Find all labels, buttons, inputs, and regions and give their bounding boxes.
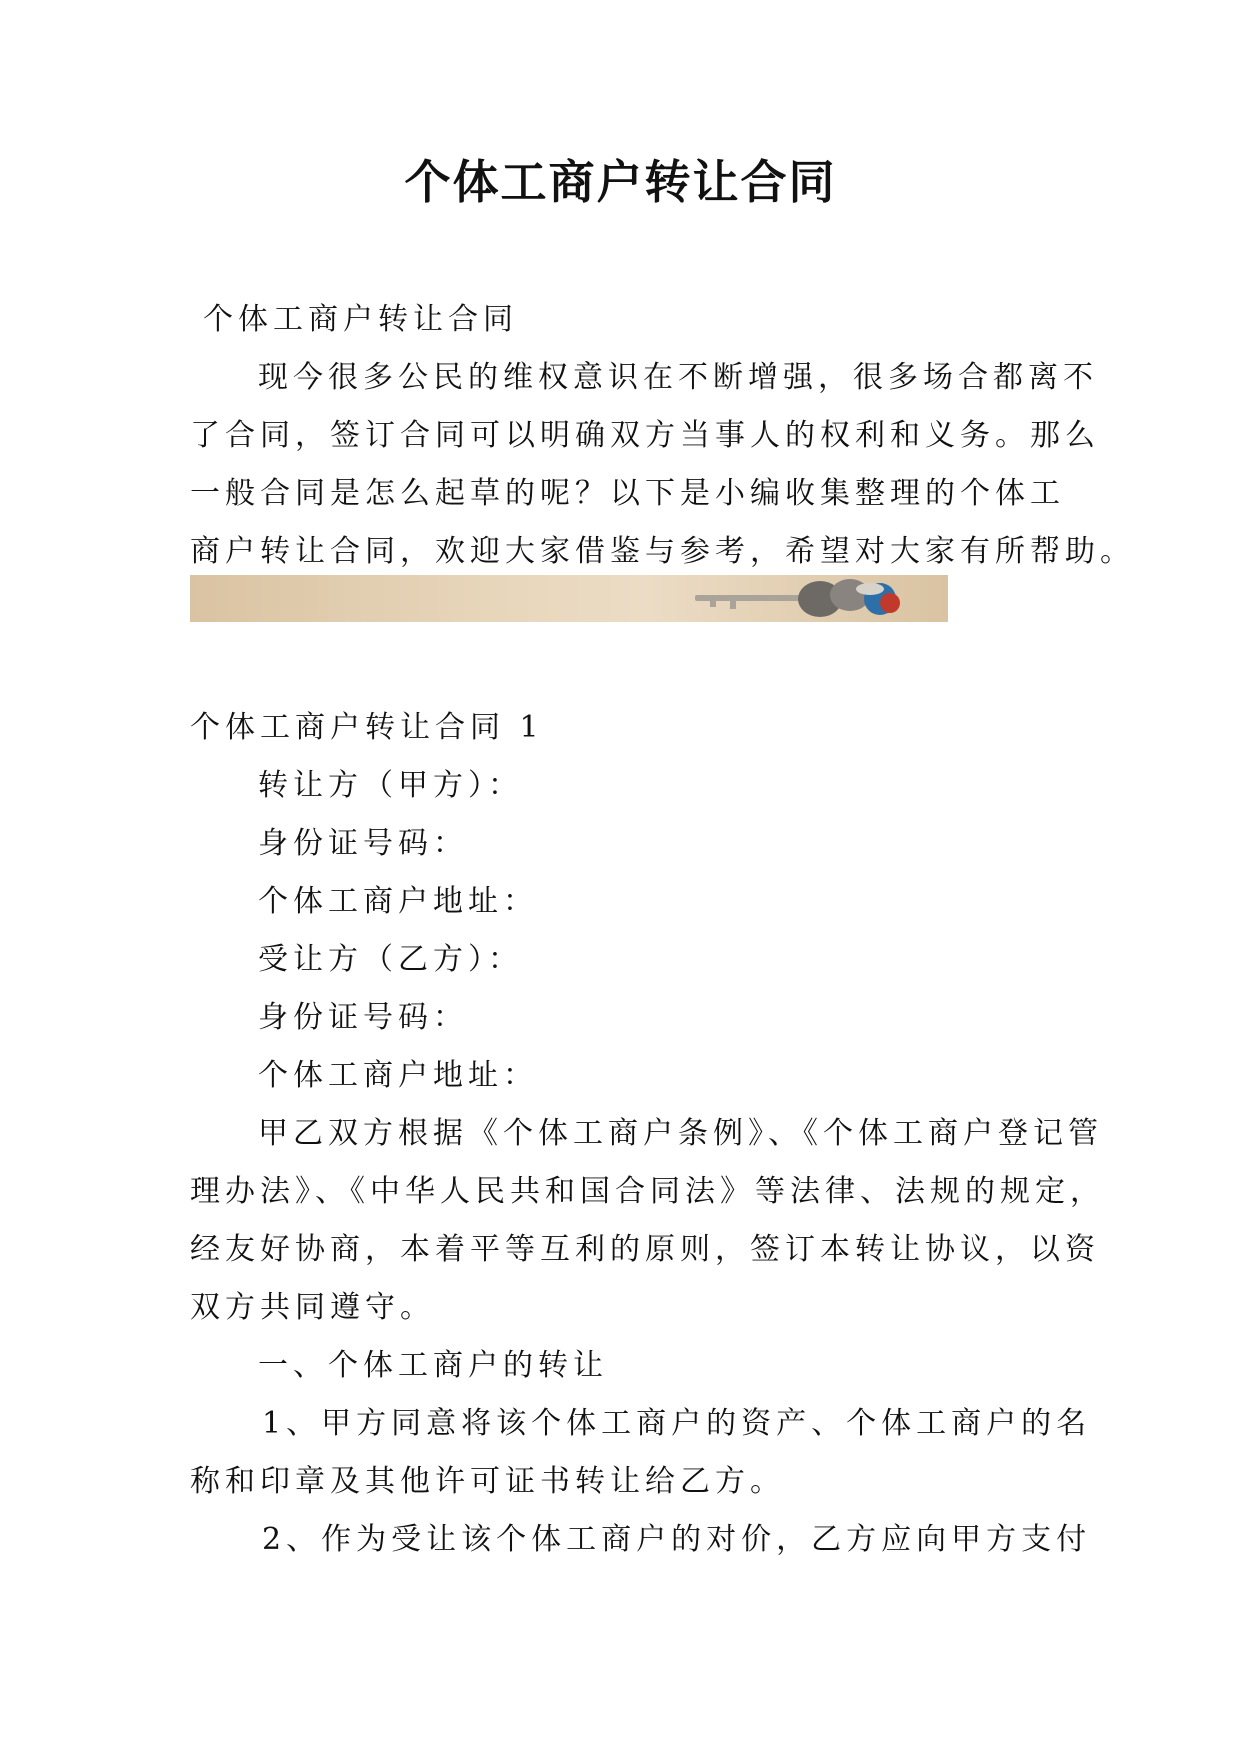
preamble-line: 理办法》、《中华人民共和国合同法》等法律、法规的规定， [190, 1174, 1105, 1209]
intro-line: 一般合同是怎么起草的呢？以下是小编收集整理的个体工 [190, 476, 1065, 511]
field-id-number: 身份证号码： [258, 826, 468, 861]
preamble-line: 甲乙双方根据《个体工商户条例》、《个体工商户登记管 [258, 1116, 1103, 1151]
clause-line: 2、作为受让该个体工商户的对价，乙方应向甲方支付 [262, 1522, 1092, 1557]
intro-line: 了合同，签订合同可以明确双方当事人的权利和义务。那么 [190, 418, 1100, 453]
field-transferee: 受让方（乙方）： [258, 942, 523, 977]
intro-heading: 个体工商户转让合同 [203, 302, 518, 337]
field-transferor: 转让方（甲方）： [258, 768, 523, 803]
keys-icon [190, 575, 948, 622]
field-id-number: 身份证号码： [258, 1000, 468, 1035]
document-title: 个体工商户转让合同 [404, 155, 837, 209]
intro-line: 商户转让合同，欢迎大家借鉴与参考，希望对大家有所帮助。 [190, 534, 1135, 569]
clause-line: 称和印章及其他许可证书转让给乙方。 [190, 1464, 785, 1499]
section-heading: 一、个体工商户的转让 [258, 1348, 608, 1383]
clause-line: 1、甲方同意将该个体工商户的资产、个体工商户的名 [262, 1406, 1092, 1441]
keys-banner-image [190, 575, 948, 622]
contract-heading: 个体工商户转让合同 1 [190, 710, 544, 745]
field-address: 个体工商户地址： [258, 1058, 538, 1093]
preamble-line: 经友好协商，本着平等互利的原则，签订本转让协议，以资 [190, 1232, 1100, 1267]
field-address: 个体工商户地址： [258, 884, 538, 919]
preamble-line: 双方共同遵守。 [190, 1290, 435, 1325]
intro-line: 现今很多公民的维权意识在不断增强，很多场合都离不 [258, 360, 1098, 395]
